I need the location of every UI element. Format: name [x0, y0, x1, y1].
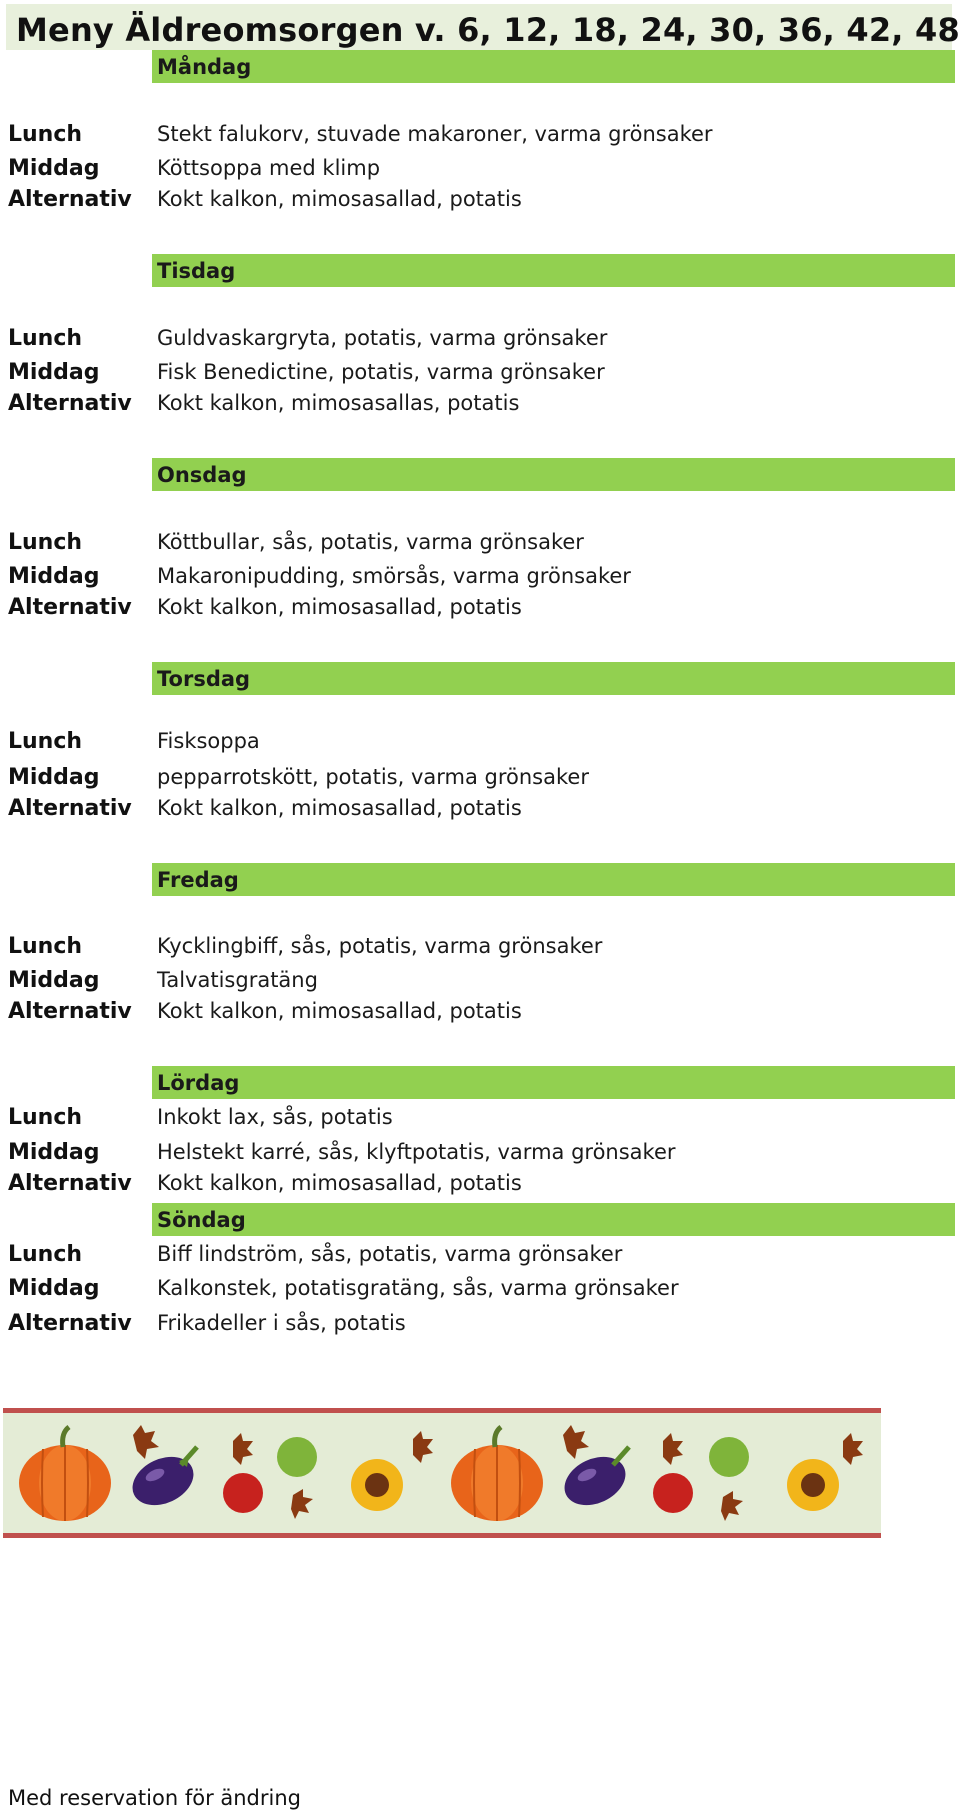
meal-row-lunch — [0, 530, 960, 560]
meal-dish: Kokt kalkon, mimosasallad, potatis — [157, 595, 522, 619]
meal-row-lunch — [0, 1105, 960, 1135]
meal-row-alternativ — [0, 187, 960, 217]
autumn-banner — [3, 1408, 881, 1538]
meal-label: Lunch — [8, 326, 83, 351]
meal-dish: Frikadeller i sås, potatis — [157, 1311, 406, 1335]
meal-row-middag — [0, 968, 960, 998]
meal-dish: pepparrotskött, potatis, varma grönsaker — [157, 765, 589, 789]
meal-dish: Kycklingbiff, sås, potatis, varma grönsaker — [157, 934, 603, 958]
meal-label: Lunch — [8, 934, 83, 959]
meal-label: Middag — [8, 360, 100, 385]
meal-dish: Stekt falukorv, stuvade makaroner, varma grönsaker — [157, 122, 713, 146]
day-header — [152, 662, 955, 695]
meal-label: Alternativ — [8, 595, 132, 620]
day-name: Fredag — [157, 868, 239, 892]
meal-dish: Kokt kalkon, mimosasallas, potatis — [157, 391, 520, 415]
meal-row-lunch — [0, 934, 960, 964]
title-bar — [6, 4, 960, 50]
meal-row-middag — [0, 765, 960, 795]
day-name: Söndag — [157, 1208, 246, 1232]
meal-dish: Fisk Benedictine, potatis, varma grönsaker — [157, 360, 605, 384]
autumn-illustration — [3, 1413, 881, 1533]
meal-dish: Kokt kalkon, mimosasallad, potatis — [157, 1171, 522, 1195]
day-header — [152, 458, 955, 491]
meal-label: Lunch — [8, 1105, 83, 1130]
meal-label: Middag — [8, 765, 100, 790]
meal-dish: Kokt kalkon, mimosasallad, potatis — [157, 796, 522, 820]
meal-row-alternativ — [0, 1171, 960, 1201]
pumpkin-icon — [19, 1427, 111, 1521]
meal-row-alternativ — [0, 999, 960, 1029]
meal-label: Middag — [8, 1276, 100, 1301]
day-name: Tisdag — [157, 259, 236, 283]
meal-row-alternativ — [0, 391, 960, 421]
meal-label: Alternativ — [8, 187, 132, 212]
meal-label: Middag — [8, 1140, 100, 1165]
meal-label: Middag — [8, 156, 100, 181]
meal-dish: Köttbullar, sås, potatis, varma grönsaker — [157, 530, 584, 554]
meal-dish: Kalkonstek, potatisgratäng, sås, varma grönsaker — [157, 1276, 679, 1300]
meal-label: Alternativ — [8, 391, 132, 416]
day-name: Lördag — [157, 1071, 240, 1095]
meal-row-middag — [0, 564, 960, 594]
meal-dish: Köttsoppa med klimp — [157, 156, 381, 180]
meal-dish: Helstekt karré, sås, klyftpotatis, varma grönsaker — [157, 1140, 676, 1164]
meal-row-lunch — [0, 729, 960, 759]
page-title: Meny Äldreomsorgen v. 6, 12, 18, 24, 30, 36, 42, 48 — [16, 11, 960, 49]
meal-label: Lunch — [8, 1242, 83, 1267]
meal-row-alternativ — [0, 1311, 960, 1341]
meal-dish: Biff lindström, sås, potatis, varma grönsaker — [157, 1242, 623, 1266]
meal-label: Middag — [8, 564, 100, 589]
day-header — [152, 1203, 955, 1236]
meal-label: Alternativ — [8, 999, 132, 1024]
meal-dish: Inkokt lax, sås, potatis — [157, 1105, 393, 1129]
meal-row-lunch — [0, 326, 960, 356]
day-header — [152, 863, 955, 896]
meal-dish: Kokt kalkon, mimosasallad, potatis — [157, 187, 522, 211]
meal-row-lunch — [0, 122, 960, 152]
meal-row-alternativ — [0, 796, 960, 826]
meal-label: Lunch — [8, 122, 83, 147]
meal-label: Lunch — [8, 530, 83, 555]
meal-dish: Makaronipudding, smörsås, varma grönsaker — [157, 564, 631, 588]
footer-note: Med reservation för ändring — [8, 1786, 301, 1810]
eggplant-icon — [557, 1447, 634, 1514]
day-name: Torsdag — [157, 667, 251, 691]
meal-label: Lunch — [8, 729, 83, 754]
day-name: Måndag — [157, 55, 252, 79]
day-header — [152, 1066, 955, 1099]
meal-row-middag — [0, 156, 960, 186]
meal-dish: Talvatisgratäng — [157, 968, 318, 992]
day-header — [152, 254, 955, 287]
meal-row-lunch — [0, 1242, 960, 1272]
meal-dish: Guldvaskargryta, potatis, varma grönsaker — [157, 326, 608, 350]
meal-row-middag — [0, 360, 960, 390]
meal-label: Alternativ — [8, 796, 132, 821]
meal-row-middag — [0, 1276, 960, 1306]
meal-row-alternativ — [0, 595, 960, 625]
meal-label: Alternativ — [8, 1311, 132, 1336]
meal-label: Alternativ — [8, 1171, 132, 1196]
meal-dish: Kokt kalkon, mimosasallad, potatis — [157, 999, 522, 1023]
day-header — [152, 50, 955, 83]
meal-row-middag — [0, 1140, 960, 1170]
day-name: Onsdag — [157, 463, 247, 487]
pumpkin-icon — [451, 1427, 543, 1521]
meal-dish: Fisksoppa — [157, 729, 260, 753]
eggplant-icon — [125, 1447, 202, 1514]
meal-label: Middag — [8, 968, 100, 993]
